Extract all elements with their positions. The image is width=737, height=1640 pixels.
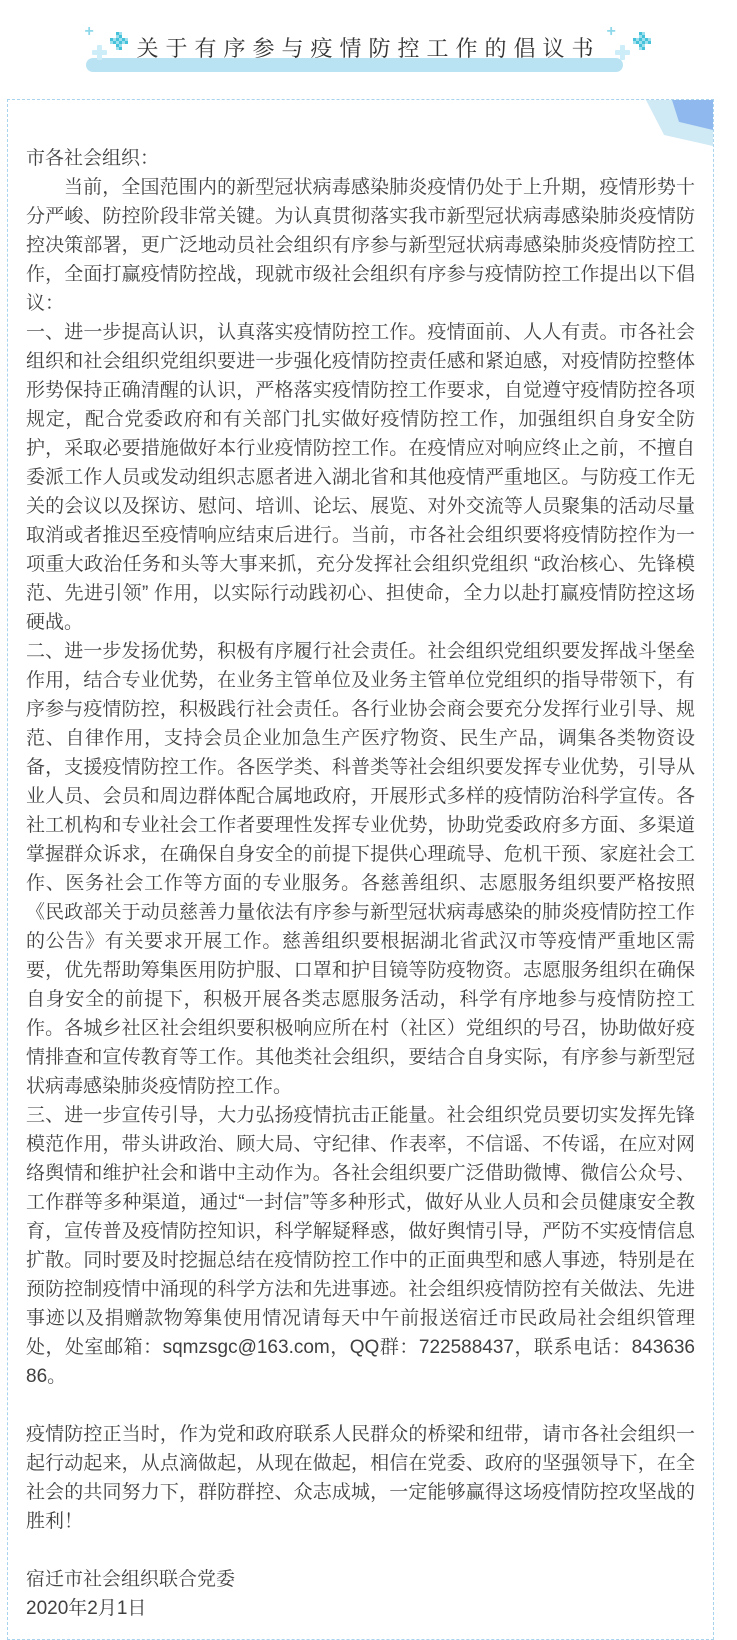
signature: 宿迁市社会组织联合党委: [26, 1569, 236, 1590]
date-line: 2020年2月1日: [26, 1598, 147, 1619]
page-title: [84, 23, 652, 74]
paragraph-closing: 疫情防控正当时，作为党和政府联系人民群众的桥梁和纽带，请市各社会组织一起行动起来，从点滴做起，从现在做起，相信在党委、政府的坚强领导下，在全社会的共同努力下，群防群控、众志成城，一定能够赢得这场疫情防控攻坚战的胜利！: [26, 1424, 695, 1532]
title-decor-right: [606, 23, 653, 68]
plus-outline-icon: +: [84, 23, 94, 40]
paragraph-section-1: 一、进一步提高认识，认真落实疫情防控工作。疫情面前、人人有责。市各社会组织和社会组织党组织要进一步强化疫情防控责任感和紧迫感，对疫情防控整体形势保持正确清醒的认识，严格落实疫情防控工作要求，自觉遵守疫情防控各项规定，配合党委政府和有关部门扎实做好疫情防控工作，加强组织自身安全防护，采取必要措施做好本行业疫情防控工作。在疫情应对响应终止之前，不擅自委派工作人员或发动组织志愿者进入湖北省和其他疫情严重地区。与防疫工作无关的会议以及探访、慰问、培训、论坛、展览、对外交流等人员聚集的活动尽量取消或者推迟至疫情响应结束后进行。当前，市各社会组织要将疫情防控作为一项重大政治任务和头等大事来抓，充分发挥社会组织党组织 “政治核心、先锋模范、先进引领” 作用，以实际行动践初心、担使命，全力以赴打赢疫情防控这场硬战。: [26, 322, 695, 633]
paragraph-intro: 当前，全国范围内的新型冠状病毒感染肺炎疫情仍处于上升期，疫情形势十分严峻、防控阶段非常关键。为认真贯彻落实我市新型冠状病毒感染肺炎疫情防控决策部署，更广泛地动员社会组织有序参与新型冠状病毒感染肺炎疫情防控工作，全面打赢疫情防控战，现就市级社会组织有序参与疫情防控工作提出以下倡议：: [26, 177, 695, 314]
plus-outline-icon: +: [606, 23, 616, 40]
salutation: 市各社会组织：: [26, 148, 160, 169]
paragraph-section-3: 三、进一步宣传引导，大力弘扬疫情抗击正能量。社会组织党员要切实发挥先锋模范作用，带头讲政治、顾大局、守纪律、作表率，不信谣、不传谣，在应对网络舆情和维护社会和谐中主动作为。各社会组织要广泛借助微博、微信公众号、工作群等多种渠道，通过“一封信”等多种形式，做好从业人员和会员健康安全教育，宣传普及疫情防控知识，科学解疑释惑，做好舆情引导，严防不实疫情信息扩散。同时要及时挖掘总结在疫情防控工作中的正面典型和感人事迹，特别是在预防控制疫情中涌现的科学方法和先进事迹。社会组织疫情防控有关做法、先进事迹以及捐赠款物筹集使用情况请每天中午前报送宿迁市民政局社会组织管理处，处室邮箱：sqmzsgc@163.com，QQ群：722588437，联系电话：84363686。: [26, 1105, 695, 1387]
plus-solid-icon: [97, 45, 102, 60]
article-card: [7, 99, 714, 1640]
paragraph-section-2: 二、进一步发扬优势，积极有序履行社会责任。社会组织党组织要发挥战斗堡垒作用，结合专业优势，在业务主管单位及业务主管单位党组织的指导带领下，有序参与疫情防控，积极践行社会责任。各行业协会商会要充分发挥行业引导、规范、自律作用，支持会员企业加急生产医疗物资、民生产品，调集各类物资设备，支援疫情防控工作。各医学类、科普类等社会组织要发挥专业优势，引导从业人员、会员和周边群体配合属地政府，开展形式多样的疫情防治科学宣传。各社工机构和专业社会工作者要理性发挥专业优势，协助党委政府多方面、多渠道掌握群众诉求，在确保自身安全的前提下提供心理疏导、危机干预、家庭社会工作、医务社会工作等方面的专业服务。各慈善组织、志愿服务组织要严格按照《民政部关于动员慈善力量依法有序参与新型冠状病毒感染的肺炎疫情防控工作的公告》有关要求开展工作。慈善组织要根据湖北省武汉市等疫情严重地区需要，优先帮助筹集医用防护服、口罩和护目镜等防疫物资。志愿服务组织在确保自身安全的前提下，积极开展各类志愿服务活动，科学有序地参与疫情防控工作。各城乡社区社会组织要积极响应所在村（社区）党组织的号召，协助做好疫情排查和宣传教育等工作。其他类社会组织，要结合自身实际，有序参与新型冠状病毒感染肺炎疫情防控工作。: [26, 641, 695, 1097]
pixel-cross-icon: [110, 32, 113, 35]
title-decor-left: [84, 23, 130, 68]
plus-solid-icon: [620, 45, 625, 60]
pixel-cross-icon: [633, 32, 636, 35]
page-title-text: 关于有序参与疫情防控工作的倡议书: [136, 36, 601, 61]
title-row: [0, 23, 737, 74]
